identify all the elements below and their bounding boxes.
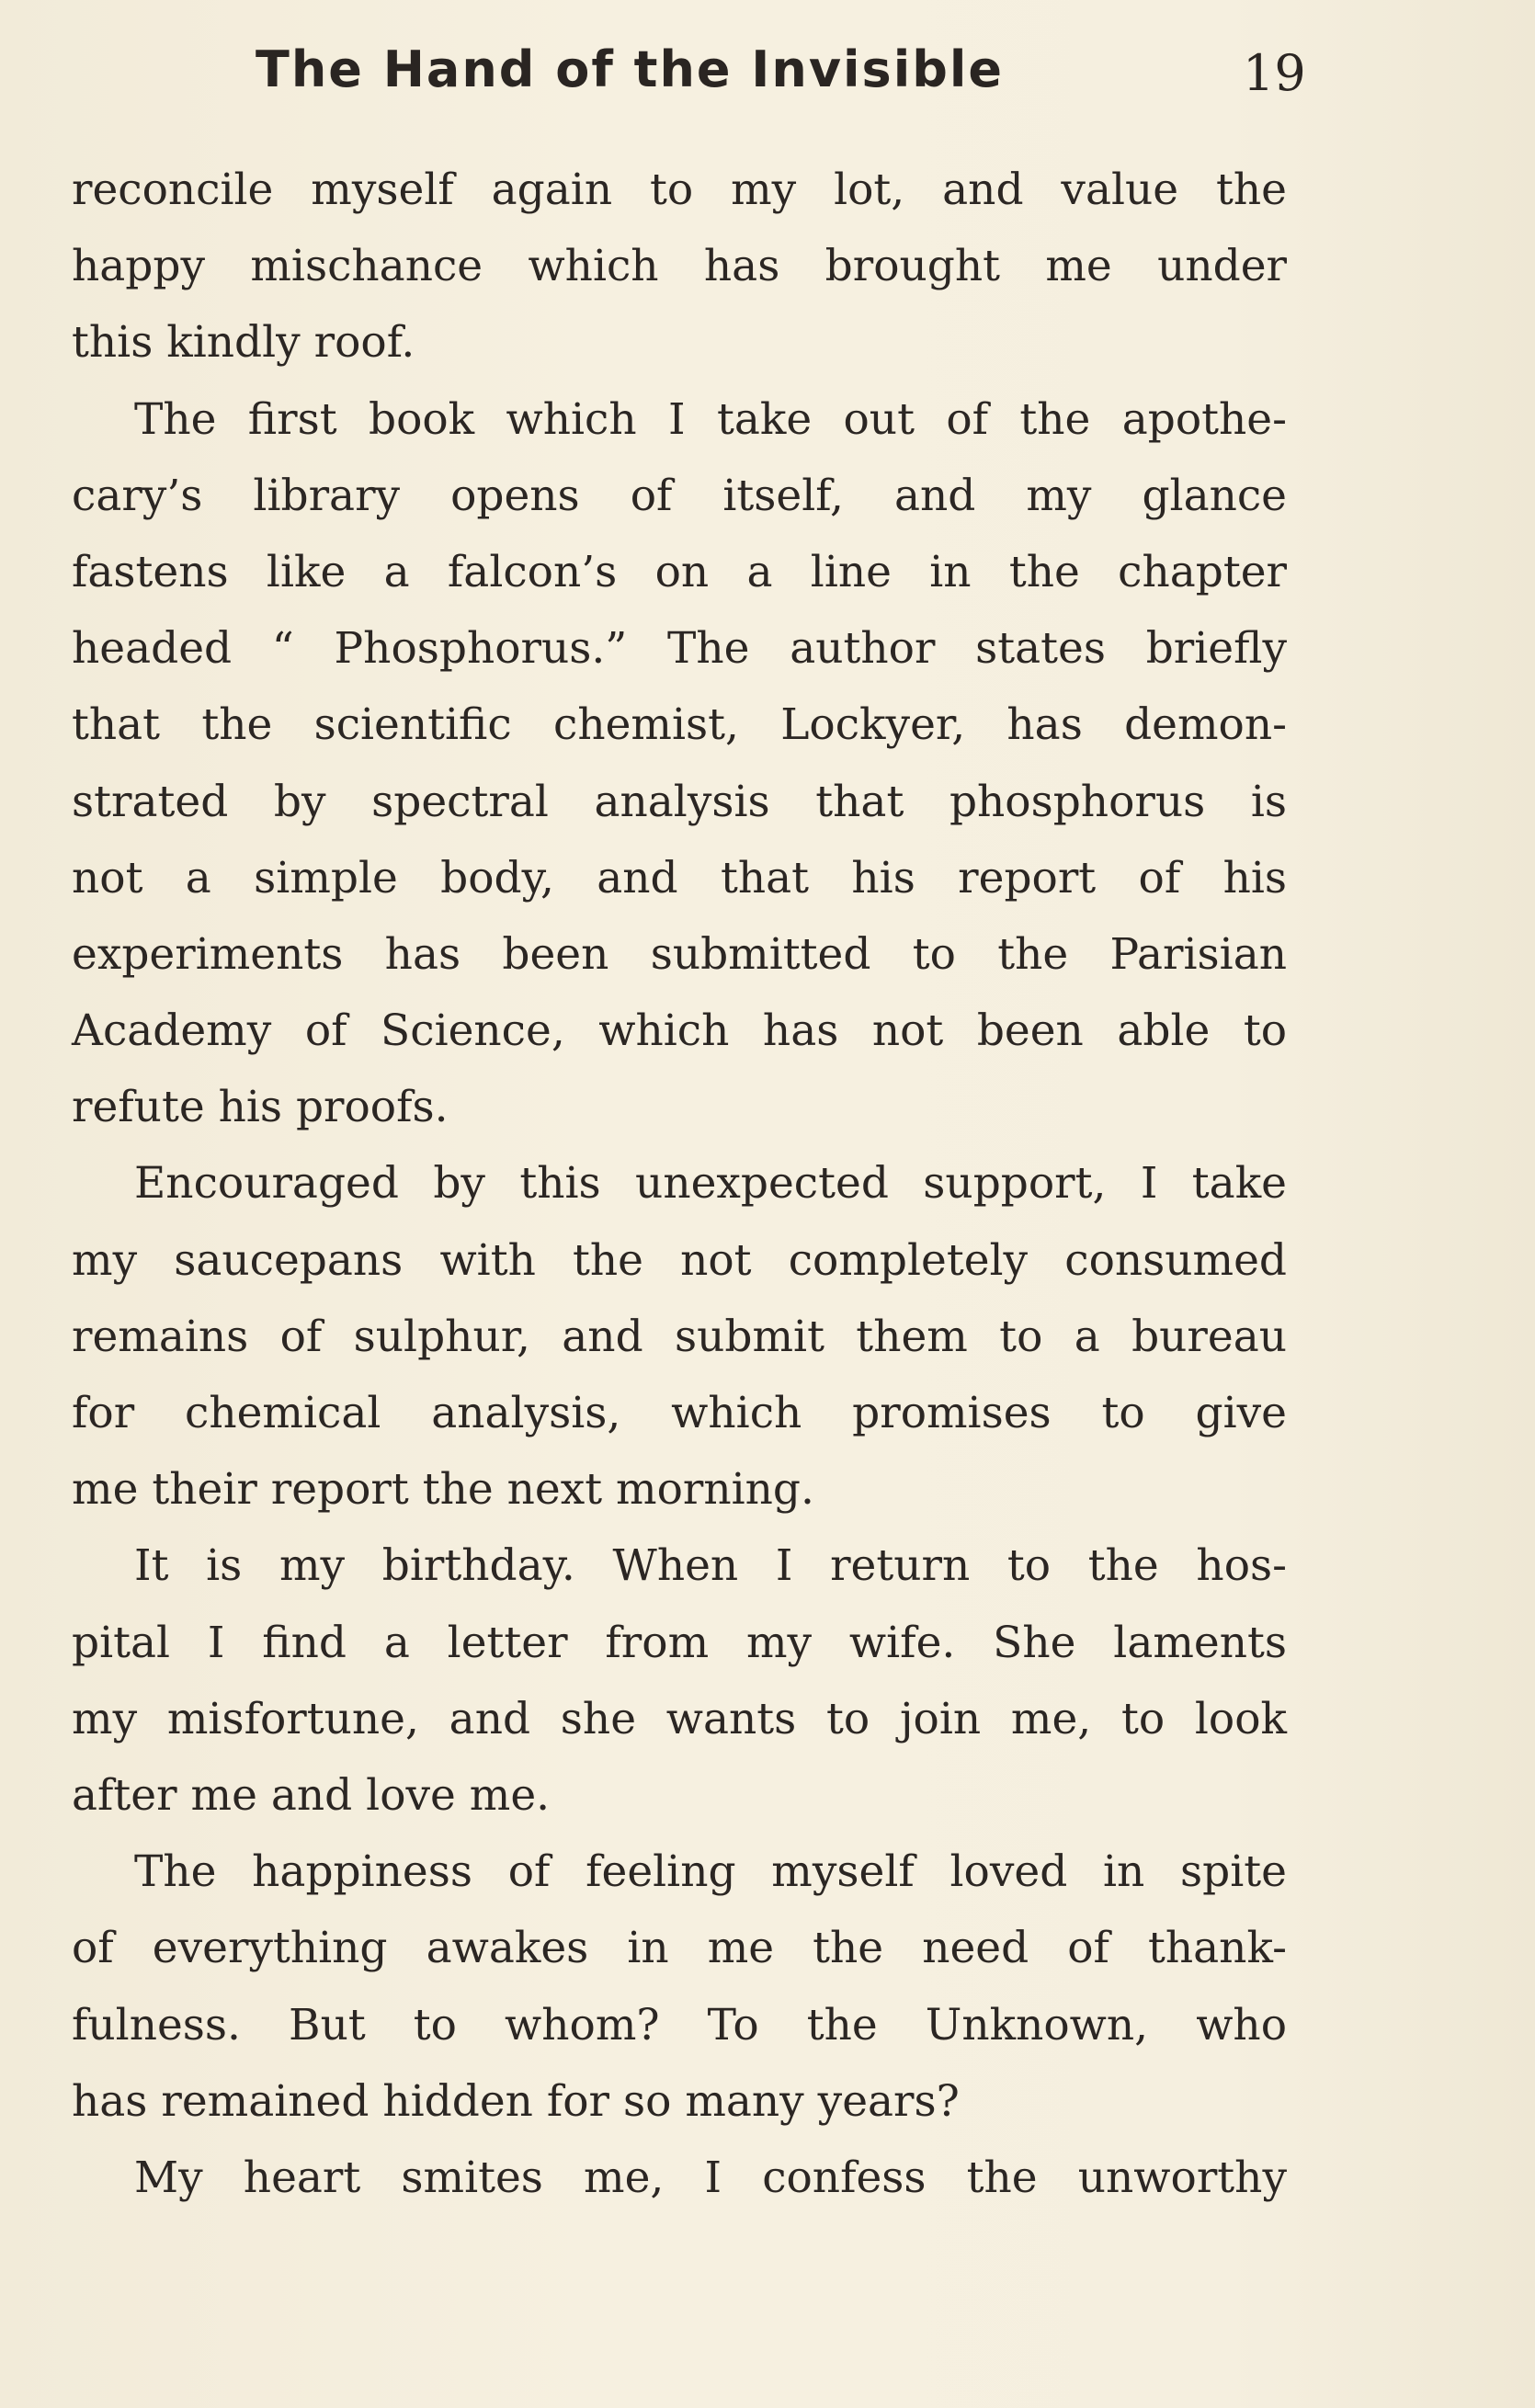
text-line: Academy of Science, which has not been able to <box>72 1005 1287 1057</box>
text-line: The happiness of feeling myself loved in spite <box>134 1846 1287 1898</box>
text-line: this kindly roof. <box>72 317 415 369</box>
text-line: after me and love me. <box>72 1769 551 1821</box>
running-head <box>0 28 1535 119</box>
text-line: of everything awakes in me the need of thank- <box>72 1923 1287 1974</box>
text-line: strated by spectral analysis that phosphorus is <box>72 776 1287 827</box>
text-line: cary’s library opens of itself, and my glance <box>72 470 1287 521</box>
text-line: headed “ Phosphorus.” The author states briefly <box>72 623 1287 675</box>
text-line: It is my birthday. When I return to the hos- <box>134 1540 1287 1592</box>
text-line: The first book which I take out of the apothe- <box>134 393 1287 445</box>
text-line: happy mischance which has brought me under <box>72 241 1287 292</box>
text-line: reconcile myself again to my lot, and value the <box>72 165 1287 215</box>
text-line: fulness. But to whom? To the Unknown, who <box>72 1999 1287 2050</box>
page-number: 19 <box>1243 44 1306 102</box>
text-line: that the scientific chemist, Lockyer, has demon- <box>72 699 1287 751</box>
text-line: my misfortune, and she wants to join me, to look <box>72 1693 1287 1744</box>
text-line: has remained hidden for so many years? <box>72 2075 960 2127</box>
text-line: Encouraged by this unexpected support, I take <box>134 1158 1287 1210</box>
text-line: experiments has been submitted to the Parisian <box>72 928 1287 980</box>
text-line: My heart smites me, I confess the unworthy <box>134 2152 1287 2203</box>
text-line: remains of sulphur, and submit them to a bureau <box>72 1311 1287 1362</box>
text-line: fastens like a falcon’s on a line in the chapter <box>72 546 1287 597</box>
text-line: pital I find a letter from my wife. She laments <box>72 1617 1287 1668</box>
text-line: for chemical analysis, which promises to give <box>72 1388 1287 1438</box>
body-text <box>72 152 1287 2216</box>
text-line: refute his proofs. <box>72 1082 449 1133</box>
text-line: not a simple body, and that his report of his <box>72 852 1287 903</box>
running-head-title: The Hand of the Invisible <box>256 40 1004 98</box>
text-line: me their report the next morning. <box>72 1464 814 1516</box>
text-line: my saucepans with the not completely consumed <box>72 1234 1287 1286</box>
